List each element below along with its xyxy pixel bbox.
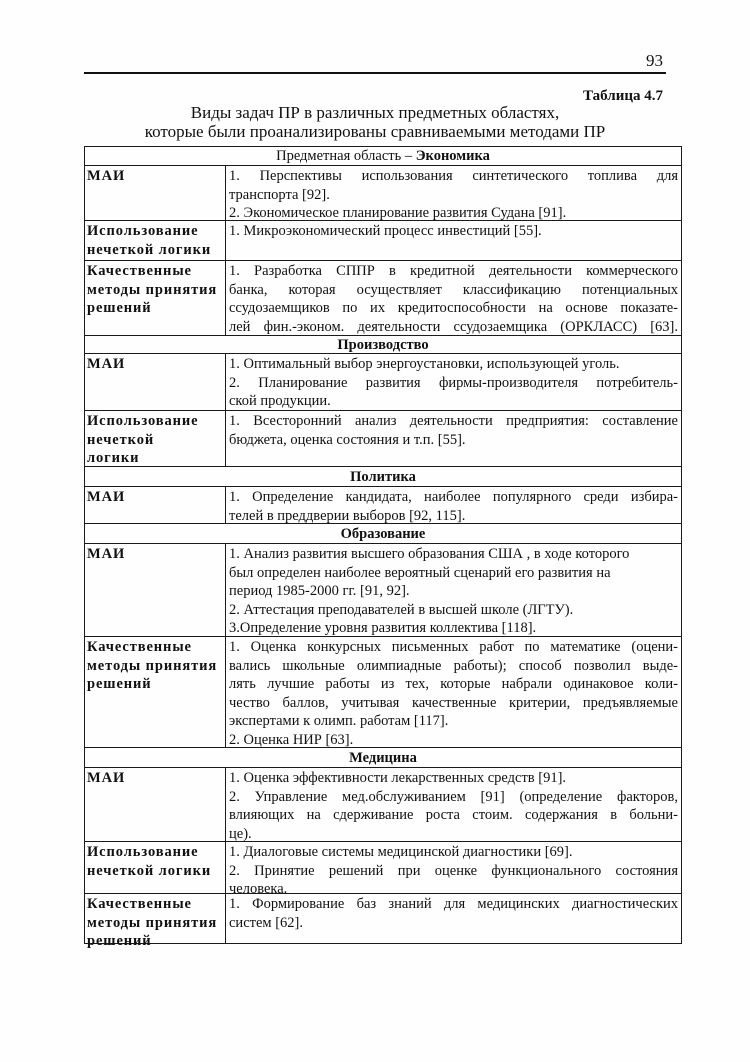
page-number: 93 [646, 51, 663, 70]
method-cell [85, 221, 226, 260]
section-header-economics [85, 147, 681, 165]
task-line: 2. Оценка НИР [63]. [229, 731, 354, 748]
tasks-cell [226, 166, 681, 220]
section-header-prefix: Предметная область – [276, 148, 416, 164]
table-row [85, 260, 681, 335]
table-row [85, 165, 681, 220]
method-label: логики [87, 450, 140, 466]
section-header-title: Производство [337, 336, 429, 353]
method-label: Использование [87, 844, 199, 860]
tasks-cell [226, 894, 681, 943]
method-label: нечеткой логики [87, 862, 212, 879]
task-line: транспорта [92]. [229, 186, 330, 203]
task-line: 1. Оценка конкурсных письменных работ по математике (оцени- [229, 639, 678, 655]
task-line: 3.Определение уровня развития коллектива [118]. [229, 620, 537, 636]
table-title [84, 103, 666, 141]
method-label: методы принятия [87, 657, 218, 674]
method-label: методы принятия [87, 914, 218, 931]
task-line: 1. Определение кандидата, наиболее популярного среди избира- [229, 489, 678, 505]
task-line: 1. Формирование баз знаний для медицинских диагностических [229, 896, 678, 912]
task-line: лей фин.-эконом. деятельности ссудозаемщика (ОРКЛАСС) [63]. [229, 318, 678, 335]
method-label: МАИ [87, 770, 126, 786]
method-cell [85, 354, 226, 410]
task-line: 1. Всесторонний анализ деятельности предприятия: составление [229, 413, 678, 429]
method-label: решений [87, 933, 152, 949]
tasks-cell [226, 842, 681, 897]
task-line: банка, которая осуществляет классификацию потенциальных [229, 281, 678, 298]
method-cell [85, 768, 226, 841]
section-header-title: Экономика [415, 148, 490, 164]
decision-tasks-table [84, 146, 682, 949]
section-header-education [85, 523, 681, 543]
task-line: ссудозаемщиков по их кредитоспособности на основе показате- [229, 300, 678, 316]
table-row [85, 353, 681, 410]
task-line: ской продукции. [229, 393, 331, 409]
task-line: 2. Планирование развития фирмы-производителя потребитель- [229, 374, 678, 391]
method-label: Использование [87, 223, 199, 239]
method-label: МАИ [87, 168, 126, 184]
task-line: 1. Оптимальный выбор энергоустановки, использующей уголь. [229, 356, 620, 372]
table-row [85, 893, 681, 949]
table-row [85, 543, 681, 636]
table-title-line-2: которые были проанализированы сравниваемыми методами ПР [144, 122, 606, 141]
task-line: влияющих на сдерживание роста стоим. содержания в больни- [229, 807, 678, 823]
section-header-title: Медицина [349, 749, 417, 766]
method-cell [85, 637, 226, 747]
table-row [85, 841, 681, 897]
method-label: решений [87, 676, 152, 692]
method-cell [85, 487, 226, 523]
method-label: Использование [87, 413, 199, 429]
task-line: 1. Разработка СППР в кредитной деятельности коммерческого [229, 263, 678, 279]
tasks-cell [226, 261, 681, 335]
task-line: 2. Экономическое планирование развития Судана [91]. [229, 205, 567, 221]
method-label: Качественные [87, 896, 192, 912]
task-line: 2. Управление мед.обслуживанием [91] (определение факторов, [229, 788, 678, 805]
section-header-politics [85, 466, 681, 486]
task-line: лять лучшие работы из тех, которые набрали одинаковое коли- [229, 676, 678, 692]
task-line: экспертами к олимп. работам [117]. [229, 713, 449, 729]
method-label: МАИ [87, 546, 126, 562]
method-cell [85, 544, 226, 636]
table-row [85, 767, 681, 841]
tasks-cell [226, 637, 681, 747]
header-rule [84, 72, 666, 74]
method-label: нечеткой [87, 431, 155, 448]
task-line: был определен наиболее вероятный сценарий его развития на [229, 564, 611, 581]
task-line: 1. Перспективы использования синтетического топлива для [229, 168, 678, 184]
method-cell [85, 411, 226, 466]
task-line: 1. Микроэкономический процесс инвестиций [55]. [229, 223, 542, 239]
task-line: 1. Оценка эффективности лекарственных средств [91]. [229, 770, 567, 786]
section-header-title: Политика [350, 468, 416, 485]
table-row [85, 486, 681, 523]
method-label: методы принятия [87, 281, 218, 298]
table-title-line-1: Виды задач ПР в различных предметных областях, [190, 103, 560, 122]
method-label: Качественные [87, 639, 192, 655]
method-cell [85, 261, 226, 335]
method-label: МАИ [87, 356, 126, 372]
task-line: систем [62]. [229, 914, 303, 931]
tasks-cell [226, 221, 681, 260]
table-row [85, 220, 681, 260]
task-line: 1. Анализ развития высшего образования США , в ходе которого [229, 546, 630, 562]
table-label: Таблица 4.7 [583, 88, 663, 104]
tasks-cell [226, 768, 681, 841]
task-line: человека. [229, 881, 288, 897]
method-label: МАИ [87, 489, 126, 505]
method-cell [85, 894, 226, 949]
task-line: период 1985-2000 гг. [91, 92]. [229, 583, 410, 599]
table-row [85, 410, 681, 466]
task-line: 2. Аттестация преподавателей в высшей школе (ЛГТУ). [229, 601, 574, 618]
method-label: Качественные [87, 263, 192, 279]
section-header-production [85, 335, 681, 353]
tasks-cell [226, 354, 681, 410]
tasks-cell [226, 487, 681, 523]
method-label: решений [87, 300, 152, 316]
section-header-title: Образование [340, 525, 426, 542]
section-header-medicine [85, 747, 681, 767]
task-line: 2. Принятие решений при оценке функционального состояния [229, 862, 678, 879]
method-label: нечеткой логики [87, 241, 212, 258]
task-line: вались школьные олимпиадные работы); способ позволил выде- [229, 657, 678, 674]
task-line: чество баллов, учитывая качественные критерии, предъявляемые [229, 694, 678, 711]
tasks-cell [226, 544, 681, 636]
table-row [85, 636, 681, 747]
task-line: телей в преддверии выборов [92, 115]. [229, 507, 466, 524]
task-line: 1. Диалоговые системы медицинской диагностики [69]. [229, 844, 573, 860]
tasks-cell [226, 411, 681, 466]
task-line: це). [229, 825, 252, 842]
method-cell [85, 166, 226, 220]
method-cell [85, 842, 226, 893]
task-line: бюджета, оценка состояния и т.п. [55]. [229, 431, 466, 448]
